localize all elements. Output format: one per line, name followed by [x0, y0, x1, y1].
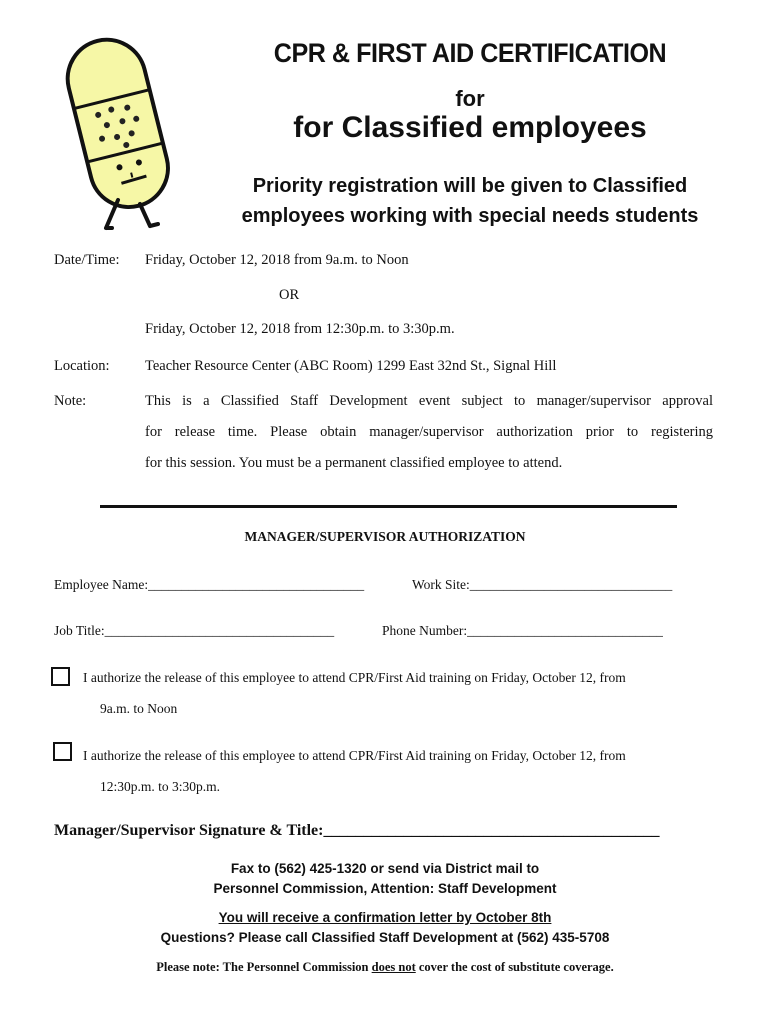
job-title-field[interactable]: Job Title:__________________________________ [54, 623, 335, 638]
section-divider [100, 505, 677, 508]
date-time-value-1: Friday, October 12, 2018 from 9a.m. to Noon [145, 252, 409, 268]
note-line-3: for this session. You must be a permanent classified employee to attend. [145, 455, 563, 471]
option-2-line-2: 12:30p.m. to 3:30p.m. [100, 779, 221, 794]
note-text [145, 386, 713, 479]
title-for-line: for [455, 86, 485, 111]
bandage-mascot-illustration [40, 28, 190, 238]
signature-field[interactable]: Manager/Supervisor Signature & Title:__________________________________________ [54, 822, 660, 839]
note-line-1: This is a Classified Staff Development event subject to manager/supervisor approval [145, 393, 713, 409]
page-title: CPR & FIRST AID CERTIFICATION [273, 38, 667, 68]
option-1-text [83, 662, 626, 724]
date-time-value-2: Friday, October 12, 2018 from 12:30p.m. to 3:30p.m. [145, 321, 455, 337]
option-1-line-2: 9a.m. to Noon [100, 701, 178, 716]
location-value: Teacher Resource Center (ABC Room) 1299 East 32nd St., Signal Hill [145, 358, 557, 374]
substitute-note [0, 960, 770, 975]
priority-notice [215, 171, 725, 231]
date-time-label: Date/Time: [54, 252, 120, 268]
substitute-note-emphasis: does not [371, 960, 416, 974]
option-2-line-1: I authorize the release of this employee to attend CPR/First Aid training on Friday, October 12, from [83, 748, 626, 763]
authorization-heading: MANAGER/SUPERVISOR AUTHORIZATION [244, 529, 526, 544]
priority-line-1: Priority registration will be given to Classified [252, 175, 688, 197]
date-or-text: OR [279, 287, 300, 303]
option-2-checkbox[interactable] [53, 742, 72, 761]
questions-contact: Questions? Please call Classified Staff Development at (562) 435-5708 [160, 930, 610, 945]
phone-number-field[interactable]: Phone Number:_____________________________ [382, 623, 663, 638]
priority-line-2: employees working with special needs students [241, 205, 699, 227]
note-line-2: for release time. Please obtain manager/supervisor authorization prior to registering [145, 424, 713, 440]
substitute-note-prefix: Please note: The Personnel Commission [156, 960, 372, 974]
work-site-field[interactable]: Work Site:______________________________ [412, 577, 673, 592]
note-label: Note: [54, 393, 87, 409]
option-2-text [83, 740, 626, 802]
fax-instructions-2: Personnel Commission, Attention: Staff Development [213, 881, 557, 896]
location-label: Location: [54, 358, 110, 374]
option-1-checkbox[interactable] [51, 667, 70, 686]
option-1-line-1: I authorize the release of this employee to attend CPR/First Aid training on Friday, October 12, from [83, 670, 626, 685]
page-subtitle: for Classified employees [293, 111, 647, 144]
fax-instructions-1: Fax to (562) 425-1320 or send via District mail to [230, 861, 540, 876]
employee-name-field[interactable]: Employee Name:________________________________ [54, 577, 365, 592]
substitute-note-suffix: cover the cost of substitute coverage. [415, 960, 614, 974]
confirmation-notice: You will receive a confirmation letter by October 8th [218, 910, 552, 925]
